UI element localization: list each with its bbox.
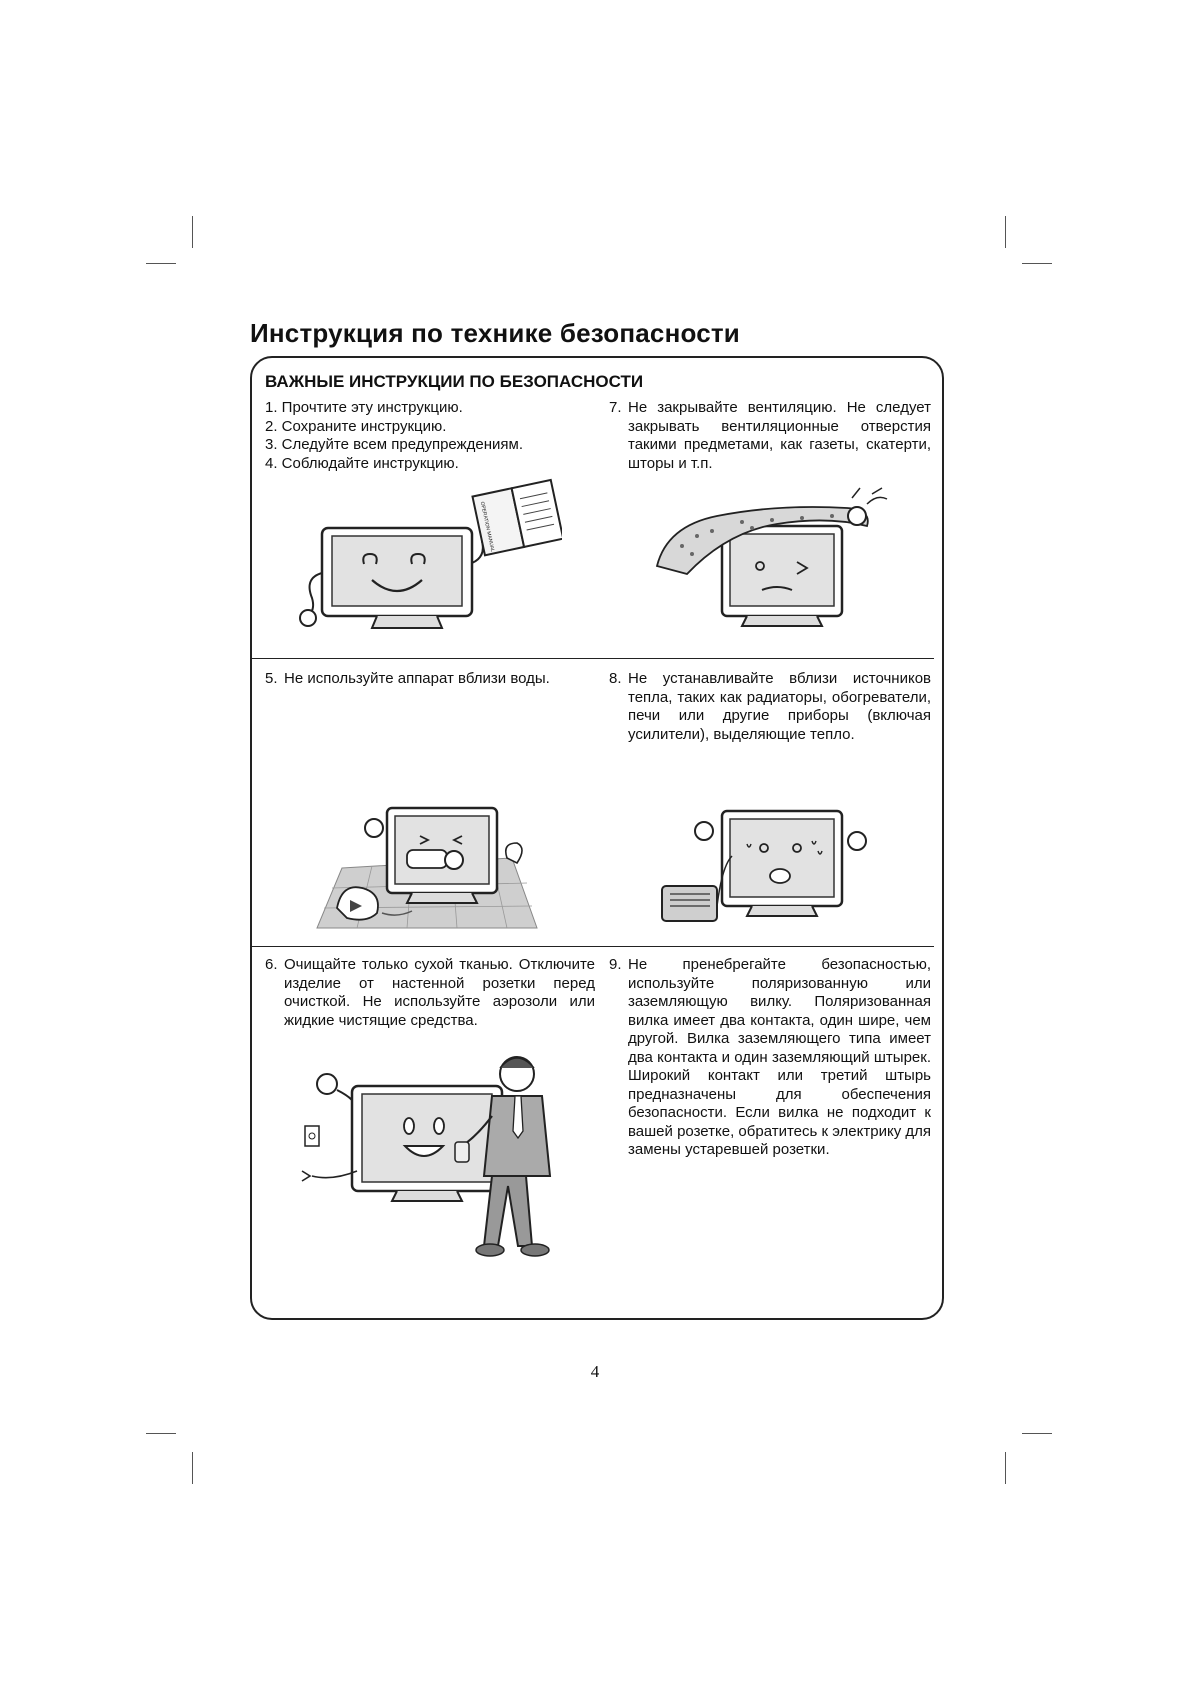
tie-icon <box>513 1096 523 1138</box>
tv-screen <box>730 534 834 606</box>
arm-icon <box>310 573 322 614</box>
hair-icon <box>500 1058 534 1068</box>
eye-icon <box>404 1118 414 1134</box>
hand-icon <box>317 1074 337 1094</box>
tv-near-water-illustration <box>312 798 542 938</box>
item-text: Не закрывайте вентиляцию. Не следует закрывать вентиляционные отверстия такими предметами, как газеты, скатерти, шторы и т.п. <box>628 399 931 472</box>
crop-mark <box>146 263 176 264</box>
water-bowl-icon <box>337 887 378 920</box>
tv-stand <box>372 616 442 628</box>
crop-mark <box>192 1452 193 1484</box>
list-item: 4. Соблюдайте инструкцию. <box>265 454 459 472</box>
tv-blocked-vent-illustration <box>652 486 902 641</box>
instruction-item-9 <box>609 956 931 1160</box>
tv-stand <box>747 906 817 916</box>
crop-mark <box>1005 216 1006 248</box>
item-text: Не устанавливайте вблизи источников тепла, таких как радиаторы, обогреватели, печи или другие приборы (включая усилители), выделяющие тепло. <box>628 670 931 743</box>
tv-reading-manual-illustration <box>292 478 562 638</box>
crop-mark <box>192 216 193 248</box>
item-text: Очищайте только сухой тканью. Отключите изделие от настенной розетки перед очисткой. Не используйте аэрозоли или жидкие чистящие средства. <box>284 956 595 1029</box>
item-text: Не используйте аппарат вблизи воды. <box>284 670 550 687</box>
book-icon <box>472 480 562 555</box>
hand-icon <box>300 610 316 626</box>
arm-icon <box>472 541 483 563</box>
hand-icon <box>365 819 383 837</box>
tv-stand <box>407 893 477 903</box>
wall-outlet-icon <box>305 1126 319 1146</box>
item-text: Не пренебрегайте безопасностью, используйте поляризованную или заземляющую вилку. Поляризованная вилка имеет два контакта, один шире, чем другой. Вилка заземляющего типа имеет два контакта и один заземляющий штырек. Широкий контакт или третий штырь предназначены для обеспечения безопасности. Если вилка не подходит к вашей розетке, обратитесь к электрику для замены устаревшей розетки. <box>628 956 931 1158</box>
list-item: 2. Сохраните инструкцию. <box>265 417 447 435</box>
list-item: 1. Прочтите эту инструкцию. <box>265 399 463 416</box>
hand-icon <box>695 822 713 840</box>
tv-stand <box>392 1191 462 1201</box>
eye-icon <box>434 1118 444 1134</box>
heater-icon <box>662 886 717 921</box>
book-label: OPERATION MANUAL <box>478 501 496 553</box>
person-legs <box>484 1176 532 1246</box>
item-number: 7. <box>609 399 622 416</box>
list-item: 3. Следуйте всем предупреждениям. <box>265 436 524 453</box>
item-number: 5. <box>265 670 278 687</box>
shoe-icon <box>476 1244 504 1256</box>
tv-screen <box>730 819 834 897</box>
tv-cleaning-illustration <box>287 1046 567 1266</box>
shoe-icon <box>521 1244 549 1256</box>
crop-mark <box>1005 1452 1006 1484</box>
item-number: 6. <box>265 956 278 973</box>
crop-mark <box>146 1433 176 1434</box>
item-number: 8. <box>609 670 622 687</box>
cloth-icon <box>455 1142 469 1162</box>
page-title: Инструкция по технике безопасности <box>250 318 740 348</box>
hand-icon <box>445 851 463 869</box>
mouth-icon <box>770 869 790 883</box>
tv-near-heater-illustration <box>652 796 882 936</box>
tv-stand <box>742 616 822 626</box>
row-divider <box>252 946 934 947</box>
hand-icon <box>848 507 866 525</box>
basic-instructions-list <box>265 399 595 473</box>
page-number: 4 <box>590 1362 600 1381</box>
instruction-item-5 <box>265 670 595 689</box>
power-cord-icon <box>312 1171 357 1178</box>
crop-mark <box>1022 1433 1052 1434</box>
safety-panel <box>250 356 944 1320</box>
tv-screen <box>332 536 462 606</box>
hand-icon <box>848 832 866 850</box>
instruction-item-8 <box>609 670 931 744</box>
instruction-item-6 <box>265 956 595 1030</box>
mask-icon <box>407 850 447 868</box>
plug-icon <box>302 1171 310 1181</box>
crop-mark <box>1022 263 1052 264</box>
row-divider <box>252 658 934 659</box>
section-title: ВАЖНЫЕ ИНСТРУКЦИИ ПО БЕЗОПАСНОСТИ <box>265 372 644 391</box>
instruction-item-7 <box>609 399 931 473</box>
item-number: 9. <box>609 956 622 973</box>
